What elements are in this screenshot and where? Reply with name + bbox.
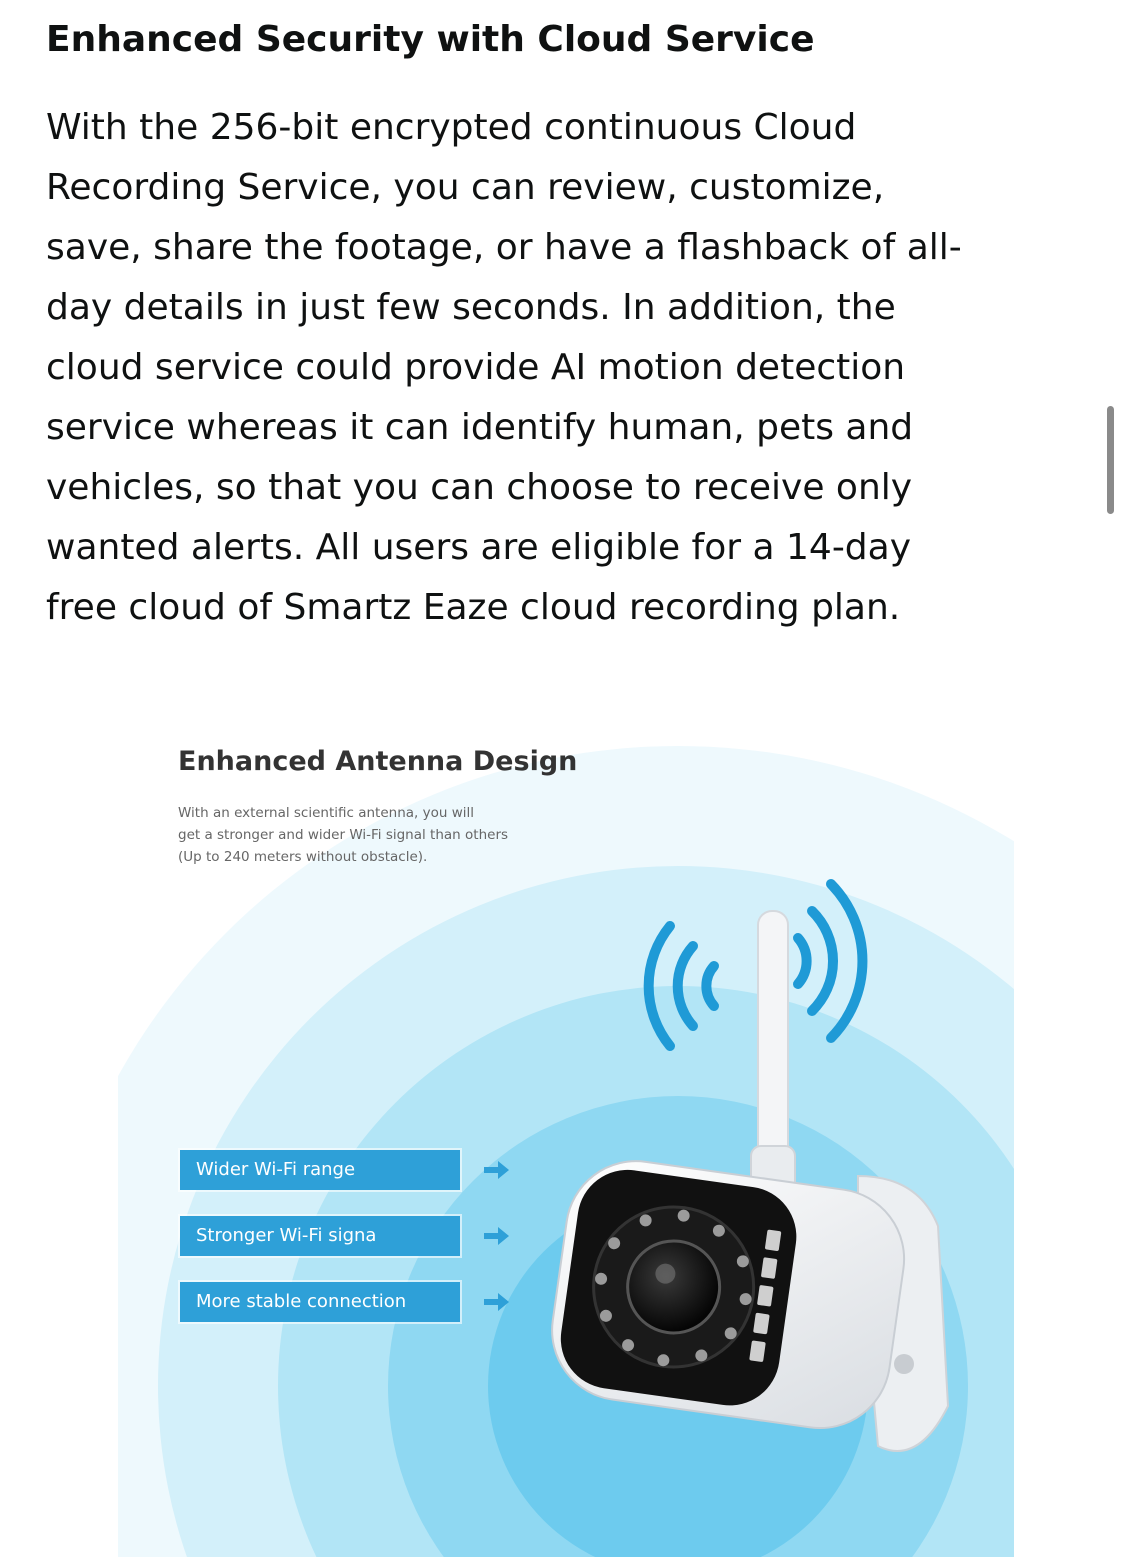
description-line: vehicles, so that you can choose to receive only [46, 467, 913, 508]
scrollbar-thumb[interactable] [1107, 406, 1114, 514]
promo-subtitle [178, 802, 648, 868]
section-description [46, 98, 1086, 638]
camera-antenna [751, 911, 795, 1196]
feature-label: More stable connection [180, 1282, 460, 1322]
security-camera [543, 1152, 913, 1437]
description-line: cloud service could provide AI motion detection [46, 347, 906, 388]
promo-title: Enhanced Antenna Design [178, 746, 578, 777]
arrow-right-icon [484, 1292, 510, 1312]
promo-subtitle-line: With an external scientific antenna, you will [178, 805, 475, 821]
product-promo-image [118, 706, 1014, 1557]
promo-subtitle-line: (Up to 240 meters without obstacle). [178, 849, 428, 865]
description-line: service whereas it can identify human, pets and [46, 407, 914, 448]
description-line: free cloud of Smartz Eaze cloud recording plan. [46, 587, 901, 628]
description-line: With the 256-bit encrypted continuous Cloud [46, 107, 857, 148]
arrow-right-icon [484, 1160, 510, 1180]
description-line: day details in just few seconds. In addition, the [46, 287, 896, 328]
arrow-right-icon [484, 1226, 510, 1246]
feature-label: Wider Wi-Fi range [180, 1150, 460, 1190]
section-heading: Enhanced Security with Cloud Service [46, 19, 815, 60]
description-line: save, share the footage, or have a flashback of all- [46, 227, 962, 268]
feature-label: Stronger Wi-Fi signa [180, 1216, 460, 1256]
promo-subtitle-line: get a stronger and wider Wi-Fi signal than others [178, 827, 509, 843]
description-line: Recording Service, you can review, customize, [46, 167, 885, 208]
description-line: wanted alerts. All users are eligible for a 14-day [46, 527, 912, 568]
